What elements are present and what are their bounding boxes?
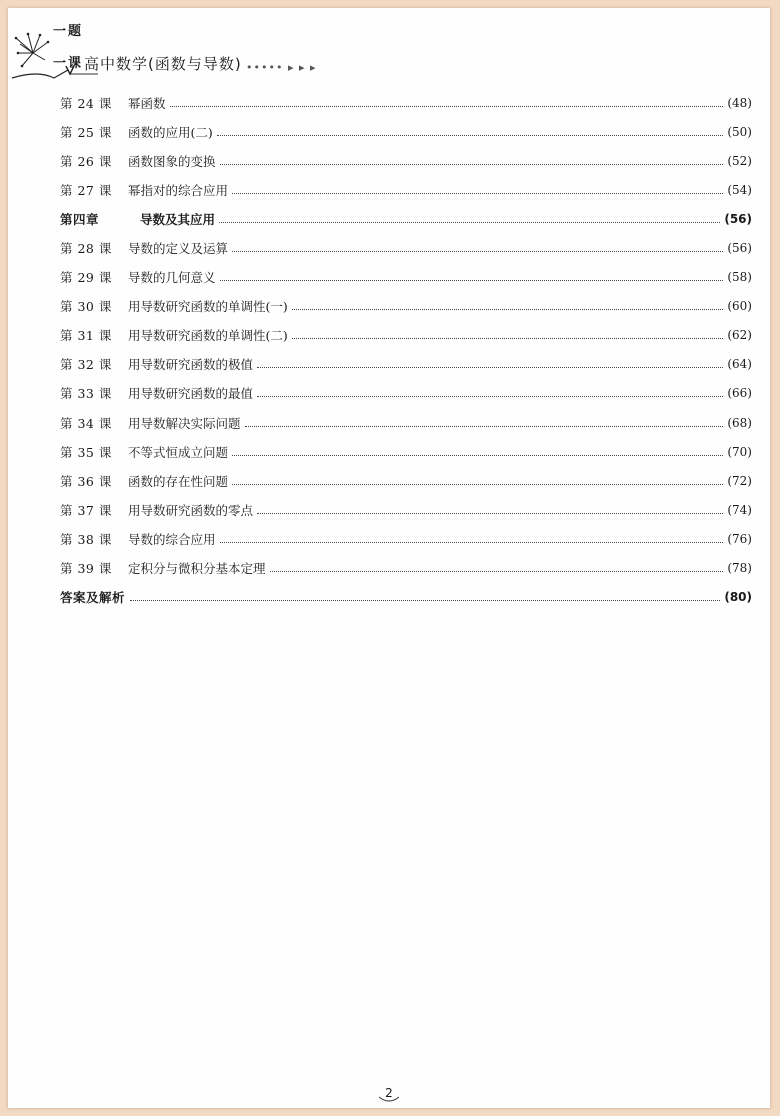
toc-entry-number: 第 25 课 xyxy=(60,124,112,140)
toc-lesson-row xyxy=(60,175,752,204)
toc-entry-number: 答案及解析 xyxy=(60,590,126,606)
dot-leader xyxy=(232,250,723,252)
toc-page-number: (62) xyxy=(727,328,752,343)
dot-leader xyxy=(217,134,724,136)
toc-entry-title: 导数的几何意义 xyxy=(128,270,216,286)
toc-entry-title: 用导数研究函数的单调性(一) xyxy=(128,299,288,315)
toc-entry-number: 第 27 课 xyxy=(60,182,112,198)
toc-entry-title: 导数及其应用 xyxy=(140,211,216,227)
header-arrows: ••••• ▸ ▸ ▸ xyxy=(246,61,317,74)
toc-entry-number: 第 31 课 xyxy=(60,328,112,344)
toc-entry-number: 第 37 课 xyxy=(60,502,112,518)
toc-lesson-row xyxy=(60,495,752,524)
toc-page-number: (52) xyxy=(727,153,752,168)
toc-entry-number: 第 35 课 xyxy=(60,444,112,460)
toc-page-number: (74) xyxy=(727,502,752,517)
dot-leader xyxy=(257,366,723,368)
toc-entry-number: 第 30 课 xyxy=(60,299,112,315)
dot-leader xyxy=(170,105,724,107)
dot-leader xyxy=(220,163,724,165)
page-number-ornament-icon xyxy=(379,1096,399,1104)
page-header xyxy=(8,8,770,88)
brand-mark-bottom: 一课 xyxy=(53,56,84,71)
toc-page-number: (64) xyxy=(727,357,752,372)
toc-lesson-row xyxy=(60,321,752,350)
toc-entry-number: 第 38 课 xyxy=(60,531,112,547)
toc-entry-number: 第 39 课 xyxy=(60,561,112,577)
book-page xyxy=(8,8,770,1108)
toc-entry-number: 第 36 课 xyxy=(60,473,112,489)
toc-page-number: (70) xyxy=(727,444,752,459)
toc-entry-title: 函数的应用(二) xyxy=(128,124,213,140)
toc-entry-title: 用导数研究函数的单调性(二) xyxy=(128,328,288,344)
toc-page-number: (80) xyxy=(724,590,752,605)
dot-leader xyxy=(270,570,724,572)
page-footer xyxy=(8,1086,770,1108)
toc-chapter-row xyxy=(60,583,752,612)
dot-leader xyxy=(292,337,724,339)
dot-leader xyxy=(220,541,724,543)
dot-leader xyxy=(245,425,724,427)
toc-page-number: (78) xyxy=(727,561,752,576)
toc-entry-title: 用导数研究函数的最值 xyxy=(128,386,254,402)
dot-leader xyxy=(130,599,720,601)
toc-entry-number: 第 24 课 xyxy=(60,95,112,111)
toc-lesson-row xyxy=(60,88,752,117)
toc-lesson-row xyxy=(60,117,752,146)
toc-lesson-row xyxy=(60,524,752,553)
toc-page-number: (54) xyxy=(727,182,752,197)
toc-entry-number: 第 34 课 xyxy=(60,415,112,431)
toc-entry-title: 用导数研究函数的极值 xyxy=(128,357,254,373)
toc-entry-title: 幂函数 xyxy=(128,95,166,111)
toc-entry-title: 导数的综合应用 xyxy=(128,531,216,547)
toc-page-number: (56) xyxy=(724,211,752,226)
toc-entry-title: 用导数研究函数的零点 xyxy=(128,502,254,518)
toc-page-number: (66) xyxy=(727,386,752,401)
toc-entry-title: 用导数解决实际问题 xyxy=(128,415,241,431)
toc-page-number: (58) xyxy=(727,270,752,285)
dot-leader xyxy=(232,192,723,194)
toc-entry-number: 第 28 课 xyxy=(60,241,112,257)
toc-page-number: (60) xyxy=(727,299,752,314)
toc-page-number: (50) xyxy=(727,124,752,139)
dot-leader xyxy=(232,483,723,485)
toc-entry-title: 不等式恒成立问题 xyxy=(128,444,229,460)
toc-lesson-row xyxy=(60,379,752,408)
toc-page-number: (56) xyxy=(727,241,752,256)
toc-lesson-row xyxy=(60,554,752,583)
brand-mark-top: 一题 xyxy=(53,24,84,39)
toc-entry-number: 第 29 课 xyxy=(60,270,112,286)
toc-entry-title: 幂指对的综合应用 xyxy=(128,182,229,198)
book-title: 高中数学(函数与导数) xyxy=(84,55,242,73)
table-of-contents xyxy=(60,88,752,612)
toc-page-number: (68) xyxy=(727,415,752,430)
dot-leader xyxy=(220,279,724,281)
toc-lesson-row xyxy=(60,437,752,466)
toc-lesson-row xyxy=(60,233,752,262)
toc-entry-number: 第四章 xyxy=(60,211,100,227)
dot-leader xyxy=(257,395,723,397)
toc-page-number: (76) xyxy=(727,531,752,546)
toc-lesson-row xyxy=(60,292,752,321)
dot-leader xyxy=(219,221,720,223)
toc-lesson-row xyxy=(60,350,752,379)
toc-lesson-row xyxy=(60,466,752,495)
dot-leader xyxy=(292,308,724,310)
toc-lesson-row xyxy=(60,146,752,175)
toc-entry-title: 导数的定义及运算 xyxy=(128,241,229,257)
toc-entry-number: 第 32 课 xyxy=(60,357,112,373)
toc-entry-number: 第 33 课 xyxy=(60,386,112,402)
toc-chapter-row xyxy=(60,204,752,233)
toc-lesson-row xyxy=(60,263,752,292)
toc-page-number: (48) xyxy=(727,95,752,110)
toc-entry-title: 定积分与微积分基本定理 xyxy=(128,561,266,577)
page-number: 2 xyxy=(385,1086,393,1100)
toc-entry-title: 函数的存在性问题 xyxy=(128,473,229,489)
dot-leader xyxy=(232,454,723,456)
dot-leader xyxy=(257,512,723,514)
toc-page-number: (72) xyxy=(727,473,752,488)
toc-entry-number: 第 26 课 xyxy=(60,153,112,169)
toc-entry-title: 函数图象的变换 xyxy=(128,153,216,169)
toc-lesson-row xyxy=(60,408,752,437)
